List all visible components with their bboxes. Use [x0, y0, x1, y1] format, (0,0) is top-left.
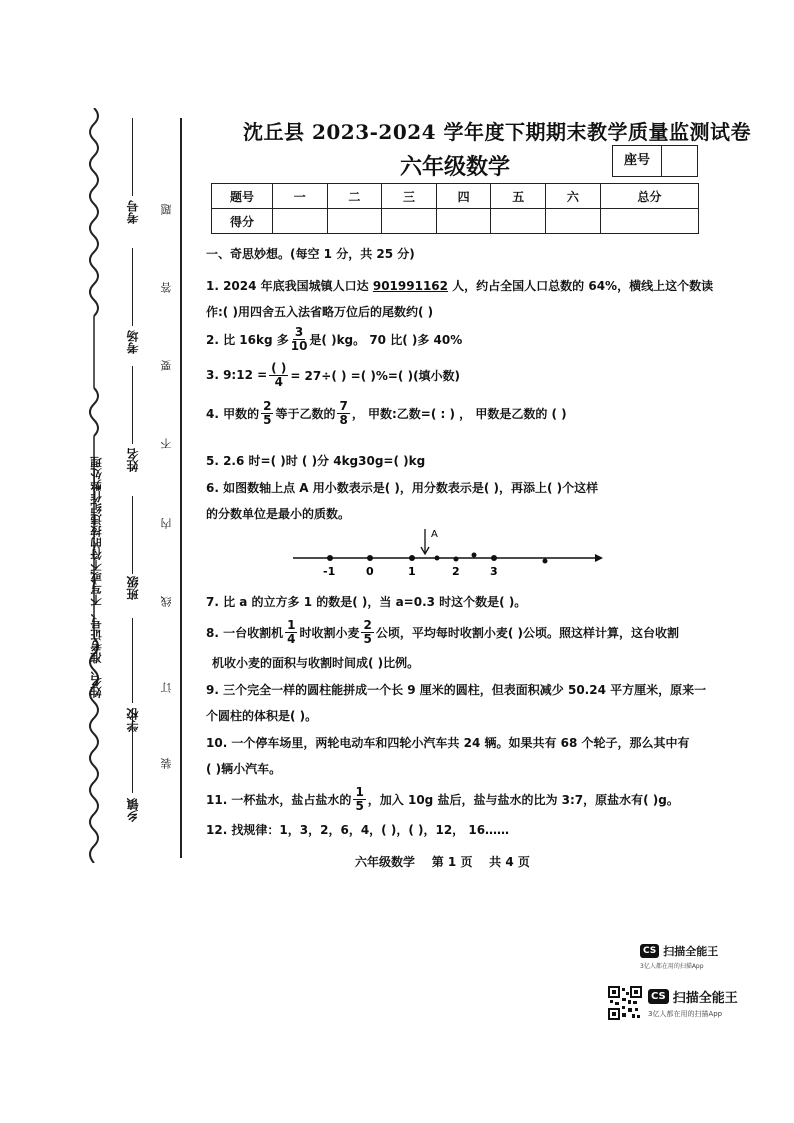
tick-label: 0 [366, 565, 374, 578]
point-a-label: A [431, 529, 438, 540]
score-cell[interactable] [546, 209, 601, 234]
bind-char-8: 题 [160, 204, 173, 215]
score-cell[interactable] [327, 209, 382, 234]
question-3: 3. 9:12 = $\frac{( )}{4}$ = 27÷( ) =( )%=( )(填小数) [206, 361, 461, 389]
section-heading: 一、奇思妙想。(每空 1 分，共 25 分) [206, 247, 415, 261]
tick-label: -1 [323, 565, 336, 578]
field-name: 姓名 [126, 448, 140, 472]
question-2: 2. 比 16kg 多 $\frac{3}{10}$ 是( )kg。 70 比( )多 40% [206, 325, 463, 353]
question-10-line-1: 10. 一个停车场里，两轮电动车和四轮小汽车共 24 辆。如果共有 68 个轮子，那么其中有 [206, 736, 690, 750]
field-name-line [132, 366, 133, 444]
score-table-header-row [212, 184, 699, 209]
app-name: 扫描全能王 [672, 991, 738, 1006]
bind-char-4: 内 [160, 518, 173, 529]
field-township: 乡镇 [126, 798, 140, 822]
seat-label: 座号 [613, 146, 662, 176]
underlined-number: 901991162 [372, 279, 448, 293]
score-col: 一 [273, 184, 328, 209]
question-6-line-2: 的分数单位是最小的质数。 [206, 507, 351, 521]
page-footer: 六年级数学 第 1 页 共 4 页 [355, 855, 530, 869]
fraction: $\frac{2}{5}$ [263, 399, 272, 427]
bind-char-5: 不 [160, 438, 173, 449]
fraction: $\frac{( )}{4}$ [271, 361, 287, 389]
question-6-line-1: 6. 如图数轴上点 A 用小数表示是( )，用分数表示是( )，再添上( )个这样 [206, 481, 599, 495]
score-cell[interactable] [491, 209, 546, 234]
score-table [211, 183, 699, 234]
score-col: 总分 [600, 184, 698, 209]
watermark-small [640, 943, 718, 970]
binding-warning: 姓名、准考证号、不写或不符的按违纪作弊处理 [89, 456, 103, 698]
tick-label: 1 [408, 565, 416, 578]
watermark-large [648, 987, 738, 1019]
field-exam-number-line [132, 118, 133, 196]
score-cell[interactable] [382, 209, 437, 234]
score-row-label: 题号 [212, 184, 273, 209]
question-11: 11. 一杯盐水，盐占盐水的 $\frac{1}{5}$ ，加入 10g 盐后，盐与盐水的比为 3:7，原盐水有( )g。 [206, 785, 679, 813]
score-col: 六 [546, 184, 601, 209]
field-class: 班级 [126, 576, 140, 600]
question-4: 4. 甲数的 $\frac{2}{5}$ 等于乙数的 $\frac{7}{8}$ ， 甲数:乙数=( : ) ， 甲数是乙数的 ( ) [206, 399, 567, 427]
question-12: 12. 找规律：1，3，2，6，4，( )，( )，12， 16…… [206, 823, 510, 837]
question-10-line-2: ( )辆小汽车。 [206, 762, 282, 776]
question-8-line-2: 机收小麦的面积与收割时间成( )比例。 [212, 656, 420, 670]
field-exam-room-line [132, 248, 133, 326]
score-col: 二 [327, 184, 382, 209]
binding-line-right [180, 118, 182, 858]
bind-char-2: 订 [160, 682, 173, 693]
field-exam-room: 考场 [126, 330, 140, 354]
tick-label: 2 [452, 565, 460, 578]
score-row-label: 得分 [212, 209, 273, 234]
fraction: $\frac{1}{5}$ [355, 785, 364, 813]
fraction: $\frac{1}{4}$ [287, 618, 296, 646]
question-8-line-1: 8. 一台收割机 $\frac{1}{4}$ 时收割小麦 $\frac{2}{5}$ 公顷，平均每时收割小麦( )公顷。照这样计算，这台收割 [206, 618, 679, 646]
exam-title: 沈丘县 2023-2024 学年度下期期末教学质量监测试卷 [243, 120, 752, 144]
field-school-line [132, 618, 133, 703]
fraction: $\frac{7}{8}$ [339, 399, 348, 427]
question-7: 7. 比 a 的立方多 1 的数是( )，当 a=0.3 时这个数是( )。 [206, 595, 527, 609]
score-col: 五 [491, 184, 546, 209]
tick-label: 3 [490, 565, 498, 578]
score-cell[interactable] [600, 209, 698, 234]
number-line [285, 525, 605, 580]
score-col: 四 [436, 184, 491, 209]
bind-char-6: 要 [160, 360, 173, 371]
exam-subject: 六年级数学 [400, 154, 511, 180]
score-cell[interactable] [273, 209, 328, 234]
field-exam-number: 考号 [126, 200, 140, 224]
app-tagline: 3亿人都在用的扫描App [640, 963, 704, 970]
cs-badge-icon: CS [648, 989, 669, 1004]
bind-char-1: 装 [160, 758, 173, 769]
score-col: 三 [382, 184, 437, 209]
question-9-line-2: 个圆柱的体积是( )。 [206, 709, 318, 723]
app-name: 扫描全能王 [663, 945, 719, 958]
app-tagline: 3亿人都在用的扫描App [648, 1010, 723, 1018]
question-5: 5. 2.6 时=( )时 ( )分 4kg30g=( )kg [206, 454, 426, 468]
score-cell[interactable] [436, 209, 491, 234]
field-school: 学校 [126, 708, 140, 732]
question-1-line-2: 作:( )用四舍五入法省略万位后的尾数约( ) [206, 305, 434, 319]
qr-code-icon [608, 986, 642, 1020]
cs-badge-icon: CS [640, 944, 659, 958]
binding-margin [70, 108, 190, 863]
fraction: $\frac{2}{5}$ [363, 618, 372, 646]
seat-value[interactable] [662, 146, 697, 176]
seat-number-box [612, 145, 698, 177]
question-9-line-1: 9. 三个完全一样的圆柱能拼成一个长 9 厘米的圆柱，但表面积减少 50.24 平方厘米，原来一 [206, 683, 707, 697]
fraction: $\frac{3}{10}$ [290, 325, 308, 353]
bind-char-7: 答 [160, 282, 173, 293]
question-1-line-1: 1. 2024 年底我国城镇人口达 901991162 人，约占全国人口总数的 64%，横线上这个数读 [206, 279, 714, 293]
score-table-score-row [212, 209, 699, 234]
bind-char-3: 线 [160, 596, 173, 607]
field-class-line [132, 496, 133, 574]
